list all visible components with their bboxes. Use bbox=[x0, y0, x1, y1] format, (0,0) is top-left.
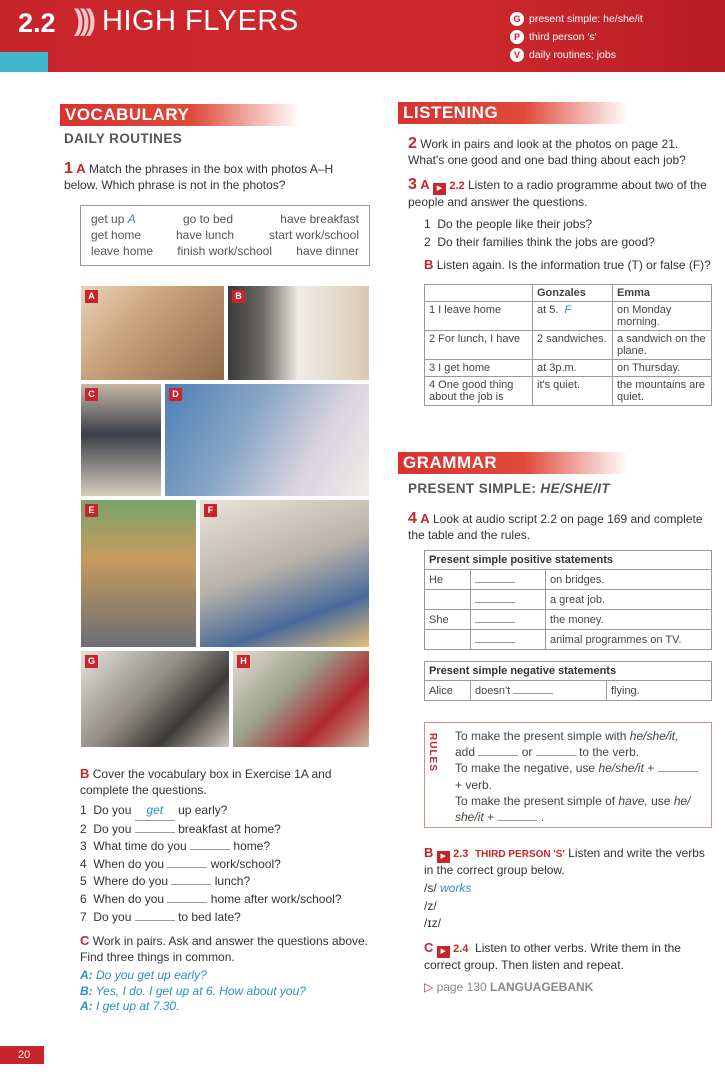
vocabulary-box bbox=[80, 205, 370, 266]
answer-blank[interactable] bbox=[475, 622, 515, 623]
photo-d: D bbox=[164, 383, 370, 497]
answer-blank[interactable] bbox=[135, 920, 175, 921]
table-row: 1 I leave home at 5. F on Monday morning. bbox=[425, 302, 712, 331]
photo-f: F bbox=[199, 499, 370, 648]
photo-c: C bbox=[80, 383, 162, 497]
audio-play-icon[interactable]: ▶ bbox=[437, 851, 450, 863]
answer-blank[interactable] bbox=[497, 820, 537, 821]
photo-b: B bbox=[227, 285, 370, 381]
answer-blank[interactable] bbox=[167, 867, 207, 868]
exercise-3b: B Listen again. Is the information true (T) or false (F)? bbox=[424, 257, 711, 272]
objective-grammar: G present simple: he/she/it bbox=[510, 12, 643, 26]
unit-title: HIGH FLYERS bbox=[102, 5, 299, 37]
grammar-subheading: PRESENT SIMPLE: HE/SHE/IT bbox=[408, 481, 611, 496]
exercise-4b: B ▶ 2.3 THIRD PERSON 'S' Listen and write the verbs in the correct group below. bbox=[424, 845, 705, 877]
answer-blank[interactable] bbox=[478, 755, 518, 756]
answer-blank[interactable] bbox=[536, 755, 576, 756]
rules-label: RULES bbox=[427, 733, 438, 772]
table-row: animal programmes on TV. bbox=[425, 630, 712, 650]
exercise-3a: 3 A ▶ 2.2 Listen to a radio programme about two of the people and answer the questions. bbox=[408, 176, 707, 209]
table-header: Gonzales Emma bbox=[425, 285, 712, 302]
vocabulary-heading: VOCABULARY bbox=[60, 104, 300, 126]
answer-blank[interactable] bbox=[475, 642, 515, 643]
photo-g: G bbox=[80, 650, 230, 748]
sound-group: /ɪz/ bbox=[424, 916, 441, 930]
answer-blank[interactable] bbox=[171, 884, 211, 885]
question-item: 6 When do you home after work/school? bbox=[80, 891, 342, 906]
photo-a: A bbox=[80, 285, 225, 381]
photo-h: H bbox=[232, 650, 370, 748]
exercise-4c: C ▶ 2.4 Listen to other verbs. Write them in the correct group. Then listen and repeat. bbox=[424, 940, 681, 972]
question-list bbox=[80, 802, 380, 926]
audio-play-icon[interactable]: ▶ bbox=[433, 183, 446, 195]
question-item: 3 What time do you home? bbox=[80, 839, 271, 854]
vocab-row: get up A go to bed have breakfast bbox=[91, 212, 359, 226]
question-item: 4 When do you work/school? bbox=[80, 856, 281, 871]
objective-pronunciation: P third person 's' bbox=[510, 30, 597, 44]
table-row: 4 One good thing about the job is it's quiet. the mountains are quiet. bbox=[425, 377, 712, 406]
sound-group: /z/ bbox=[424, 898, 437, 913]
table-row: Alice doesn't flying. bbox=[425, 681, 712, 701]
answer-blank[interactable] bbox=[513, 693, 553, 694]
question-item: 2 Do you breakfast at home? bbox=[80, 821, 281, 836]
true-false-table bbox=[424, 284, 712, 406]
question-item: 1 Do you get up early? bbox=[80, 802, 380, 821]
daily-routines-subheading: DAILY ROUTINES bbox=[64, 131, 183, 146]
objective-vocabulary: V daily routines; jobs bbox=[510, 48, 616, 62]
question-item: 1 Do the people like their jobs? bbox=[424, 217, 593, 231]
vocab-row: leave home finish work/school have dinner bbox=[91, 244, 359, 258]
vocab-row: get home have lunch start work/school bbox=[91, 228, 359, 242]
sound-groups bbox=[424, 880, 471, 933]
exercise-1a: 1 A Match the phrases in the box with photos A–H below. Which phrase is not in the photos? bbox=[64, 160, 334, 192]
answer-blank[interactable] bbox=[658, 771, 698, 772]
question-item: 2 Do their families think the jobs are good? bbox=[424, 235, 655, 249]
table-row: She the money. bbox=[425, 610, 712, 630]
unit-number: 2.2 bbox=[18, 8, 56, 38]
answer-blank[interactable] bbox=[475, 602, 515, 603]
answer-blank[interactable] bbox=[135, 832, 175, 833]
language-bank-link[interactable]: ▷ page 130 LANGUAGEBANK bbox=[424, 980, 594, 994]
photo-e: E bbox=[80, 499, 197, 648]
audio-play-icon[interactable]: ▶ bbox=[437, 946, 450, 958]
header-accent bbox=[0, 52, 48, 72]
listening-questions bbox=[424, 215, 714, 251]
triangle-right-icon: ▷ bbox=[424, 980, 434, 994]
answer-blank[interactable] bbox=[475, 582, 515, 583]
table-row: a great job. bbox=[425, 590, 712, 610]
question-item: 5 Where do you lunch? bbox=[80, 874, 251, 889]
page-number: 20 bbox=[0, 1046, 44, 1064]
table-row: 3 I get home at 3p.m. on Thursday. bbox=[425, 360, 712, 377]
question-item: 7 Do you to bed late? bbox=[80, 909, 241, 924]
sound-waves-icon: ))) bbox=[74, 4, 92, 37]
negative-statements-table: Present simple negative statements Alice doesn't flying. bbox=[424, 661, 712, 701]
answer-blank[interactable] bbox=[167, 902, 207, 903]
exercise-1c: C Work in pairs. Ask and answer the questions above. Find three things in common. bbox=[80, 933, 368, 964]
rules-box bbox=[424, 722, 712, 828]
exercise-2: 2 Work in pairs and look at the photos on page 21. What's one good and one bad thing about each job? bbox=[408, 135, 686, 167]
sound-group: /s/ works bbox=[424, 881, 472, 895]
positive-statements-table: Present simple positive statements He on bridges. a great job. She the money. animal programmes on TV. bbox=[424, 550, 712, 650]
rules-text: To make the present simple with he/she/it, add or to the verb. To make the negative, use he/she/it + + verb. To make the present simple of have, use he/ she/it + . bbox=[455, 728, 710, 825]
grammar-heading: GRAMMAR bbox=[398, 452, 628, 474]
table-row: He on bridges. bbox=[425, 570, 712, 590]
exercise-4a: 4 A Look at audio script 2.2 on page 169 and complete the table and the rules. bbox=[408, 510, 703, 542]
exercise-1b: B Cover the vocabulary box in Exercise 1A and complete the questions. bbox=[80, 766, 332, 797]
listening-heading: LISTENING bbox=[398, 102, 628, 124]
answer-blank[interactable] bbox=[190, 849, 230, 850]
example-dialogue: A: Do you get up early? B: Yes, I do. I get up at 6. How about you? A: I get up at 7.30. bbox=[80, 968, 306, 1013]
table-row: 2 For lunch, I have 2 sandwiches. a sandwich on the plane. bbox=[425, 331, 712, 360]
